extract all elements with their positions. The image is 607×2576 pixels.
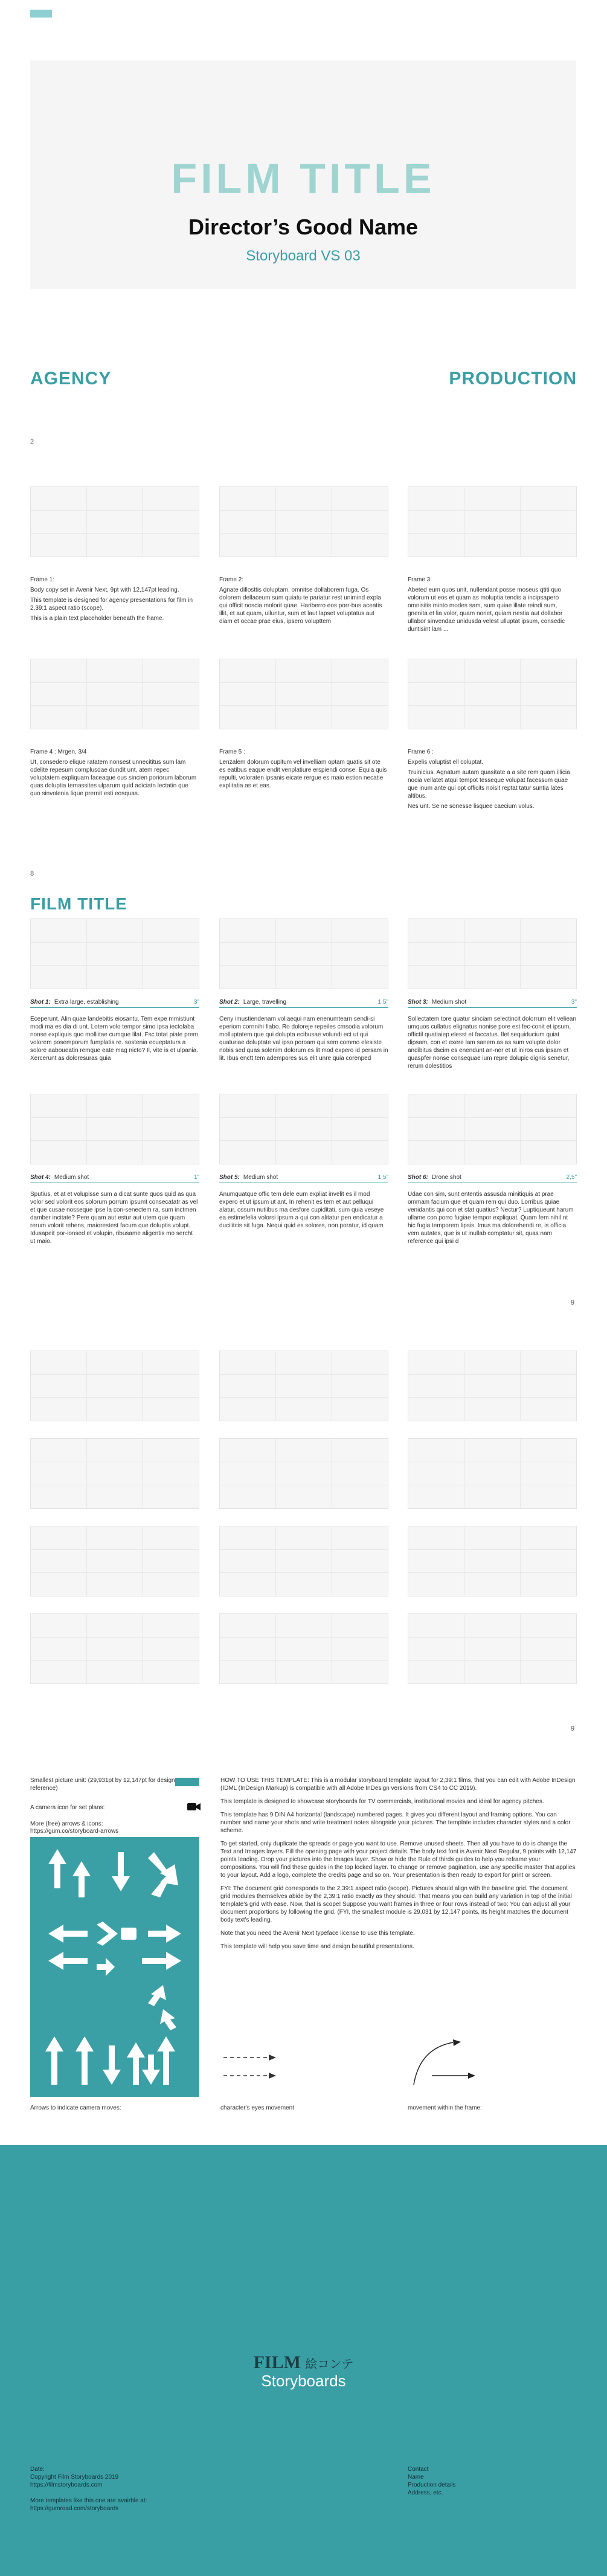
rule-of-thirds-guides bbox=[31, 919, 199, 989]
storyboard-frame[interactable] bbox=[408, 659, 577, 729]
cover-director: Director’s Good Name bbox=[188, 215, 419, 239]
arrows-caption: Arrows to indicate camera moves: bbox=[30, 2105, 121, 2111]
frame-text: Ut, consedero elique ratatem nonsest unnecititus sum lam odelite repesum complusdae dundit unt, atem repec voluptatem expliquam faceaque ous sincien poriorum laborum quas doluptia temassites ulparum quid adiciatn lectatin que quo sinvolenia lique prernit esti eosquas. bbox=[30, 759, 197, 797]
instruction-paragraph: To get started, only duplicate the spreads or page you want to use. Remove unused sheets. Then all you have to do is change the Text and Images layers. Fill the opening page with your project details. The body text font is Avenir Next Regular, 9 points with 12,147 points leading. Drop your pictures into the Images layer. Show or hide the Rule of thirds guides to help you reframe your compositions. You will find these guides in the top locked layer. To change or remove pagination, use any specific master that applies to your layout. Add a logo, complete the credits page and so on. Your presentation is then ready to export for print or screen. bbox=[220, 1841, 577, 1879]
shot-header bbox=[408, 999, 577, 1008]
shot-header bbox=[408, 1174, 577, 1183]
frame-caption bbox=[30, 748, 199, 800]
frame-movement-caption: movement within the frame: bbox=[408, 2105, 482, 2111]
footer-logo bbox=[0, 2352, 607, 2390]
instruction-paragraph: Note that you need the Avenir Next typeface license to use this template. bbox=[220, 1930, 415, 1937]
shot-duration: 3" bbox=[571, 999, 577, 1006]
shot-header bbox=[219, 999, 388, 1008]
shot-label: Shot 1: bbox=[30, 999, 51, 1006]
storyboard-frame[interactable] bbox=[30, 918, 199, 989]
frame-text: Abeted eum quos unit, nullendant posse moseus qtiti quo volorum ut eos et quam as moluptia tendis a incipsapero omnisitis minto modes sam, sum quiae illate reindi sum, gnenita et lia volor, quam nonet, quiam nestia aut dollabor ullabor sinvendae unidusda velest ulluptat ipsum, consedic duntisint lam ... bbox=[408, 587, 565, 633]
storyboard-frame[interactable] bbox=[408, 486, 577, 557]
frame-text: Expelis voluptist ell coluptat. bbox=[408, 759, 484, 766]
shot-desc: Extra large, establishing bbox=[54, 999, 119, 1006]
storyboard-frame[interactable] bbox=[408, 1094, 577, 1164]
storyboard-frame[interactable] bbox=[30, 1351, 199, 1421]
rule-of-thirds-guides bbox=[31, 659, 199, 729]
arrows-panel bbox=[30, 1837, 199, 2097]
cover-film-title: FILM TITLE bbox=[171, 155, 435, 202]
shot-label: Shot 3: bbox=[408, 999, 428, 1006]
rule-of-thirds-guides bbox=[220, 1526, 388, 1596]
frame-text: Truinicius. Agnatum autam quasitate a a site rem quam illicia nocia vellatet atqui tempot tesseque volupat facessum quae que inum ante qui opt officits noisit reptat tatur suntia lates altibus. bbox=[408, 769, 570, 799]
storyboard-frame[interactable] bbox=[408, 1526, 577, 1596]
rule-of-thirds-guides bbox=[408, 1526, 576, 1596]
shot-desc: Medium shot bbox=[431, 999, 467, 1006]
rule-of-thirds-guides bbox=[220, 659, 388, 729]
storyboard-frame[interactable] bbox=[219, 486, 388, 557]
frame-title: Frame 3: bbox=[408, 576, 432, 583]
frame-movement-diagram bbox=[408, 2033, 480, 2091]
rule-of-thirds-guides bbox=[31, 1351, 199, 1421]
storyboard-frame[interactable] bbox=[30, 1094, 199, 1164]
frame-text: Nes unt. Se ne sonesse lisquee caecium volus. bbox=[408, 803, 535, 810]
storyboard-frame[interactable] bbox=[30, 659, 199, 729]
rule-of-thirds-guides bbox=[408, 1614, 576, 1683]
camera-icon-note: A camera icon for set plans: bbox=[30, 1804, 105, 1811]
frame-title: Frame 2: bbox=[219, 576, 244, 583]
shot-duration: 1,5" bbox=[377, 999, 388, 1006]
page-number: 8 bbox=[30, 870, 34, 877]
rule-of-thirds-guides bbox=[220, 919, 388, 989]
frame-text: This template is designed for agency presentations for film in 2,39:1 aspect ratio (scope). bbox=[30, 597, 193, 612]
instructions-text bbox=[220, 1777, 577, 1956]
storyboard-frame[interactable] bbox=[219, 1351, 388, 1421]
footer-line: More templates like this one are avairble at: bbox=[30, 2497, 147, 2504]
storyboard-frame[interactable] bbox=[30, 486, 199, 557]
rule-of-thirds-guides bbox=[31, 1614, 199, 1683]
rule-of-thirds-guides bbox=[408, 659, 576, 729]
frame-title: Frame 4 : Mrgen, 3/4 bbox=[30, 749, 87, 755]
instruction-paragraph: This template has 9 DIN A4 horizontal (landscape) numbered pages. It gives you different layout and framing options. You can number and name your shots and write treatment notes alongside your pictures. The template includes character styles and a color scheme. bbox=[220, 1812, 571, 1834]
storyboard-frame[interactable] bbox=[408, 918, 577, 989]
shot-duration: 1" bbox=[193, 1174, 199, 1181]
instruction-paragraph: This template will help you save time and design beautiful presentations. bbox=[220, 1943, 414, 1950]
cover-version: Storyboard VS 03 bbox=[246, 248, 361, 264]
storyboard-frame[interactable] bbox=[219, 1526, 388, 1596]
storyboard-frame[interactable] bbox=[30, 1613, 199, 1684]
rule-of-thirds-guides bbox=[31, 1094, 199, 1164]
storyboard-frame[interactable] bbox=[30, 1526, 199, 1596]
footer-line: Name bbox=[408, 2474, 424, 2481]
instruction-paragraph: HOW TO USE THIS TEMPLATE: This is a modular storyboard template layout for 2,39:1 films, that you can edit with Adobe InDesign (IDML (InDesign Markup) is compatible with all Adobe InDesign versions from CS4 to CC 2019). bbox=[220, 1777, 576, 1792]
page-number: 2 bbox=[30, 438, 34, 445]
logo-jp: 絵コンテ bbox=[305, 2357, 354, 2371]
shot-duration: 1,5" bbox=[377, 1174, 388, 1181]
footer-line: Copyright Film Storyboards 2019 bbox=[30, 2474, 119, 2481]
page-number: 9 bbox=[571, 1299, 575, 1306]
more-arrows-note: More (free) arrows & icons: bbox=[30, 1821, 103, 1827]
frame-text: This is a plain text placeholder beneath the frame. bbox=[30, 615, 164, 622]
production-label: PRODUCTION bbox=[449, 369, 577, 389]
footer-line: Address, etc. bbox=[408, 2490, 443, 2496]
shot-header bbox=[219, 1174, 388, 1183]
shot-text: Sputius, et at et volupisse sum a dicat sunte quos quid as qua volor sed volorit eos solorum porrum ipsumt consecatatr as vel et que cusae nosseque ipse la con-senectem ra, sum inctmen damber incitate? Pere quam aut estur aut utem que quam rerum volorit rehens, maiorestest facum que doluptis volupt. Idusapeit por-ionsed et volupin, ribusame aligentis mo sercht ut maio. bbox=[30, 1191, 198, 1245]
frame-title: Frame 1: bbox=[30, 576, 55, 583]
footer-line: Production details bbox=[408, 2482, 456, 2488]
rule-of-thirds-guides bbox=[31, 487, 199, 557]
shot-label: Shot 2: bbox=[219, 999, 240, 1006]
rule-of-thirds-guides bbox=[220, 1351, 388, 1421]
frame-caption bbox=[219, 576, 388, 628]
shot-header bbox=[30, 1174, 199, 1183]
shot-label: Shot 4: bbox=[30, 1174, 51, 1181]
rule-of-thirds-guides bbox=[408, 1351, 576, 1421]
shot-label: Shot 5: bbox=[219, 1174, 240, 1181]
instruction-paragraph: This template is designed to showcase storyboards for TV commercials, institutional movies and ideal for agency pitches. bbox=[220, 1798, 544, 1805]
frame-caption bbox=[408, 748, 577, 813]
rule-of-thirds-guides bbox=[220, 1439, 388, 1508]
storyboard-frame[interactable] bbox=[408, 1351, 577, 1421]
shot-text: Anumquatque offic tem dele eum expliat invelit es il mod expero et ut ipsum ut ant. In rehenit es tem et aut pelluqui alatur, ossum nutiibus ma desfore cupiditati, sum quia veseye ea estimefelia volorsi ipsum a qui con alitatur pen endicatur a ducilitcis sit fuga. Nequi quid es solores, non poratur, id quam bbox=[219, 1191, 384, 1229]
rule-of-thirds-guides bbox=[220, 487, 388, 557]
agency-label: AGENCY bbox=[30, 369, 112, 389]
rule-of-thirds-guides bbox=[31, 1526, 199, 1596]
footer-line bbox=[30, 2489, 147, 2497]
shot-duration: 2,5" bbox=[566, 1174, 577, 1181]
storyboard-frame[interactable] bbox=[408, 1613, 577, 1684]
arrows-link[interactable]: https://gum.co/storyboard-arrows bbox=[30, 1828, 119, 1835]
unit-swatch bbox=[175, 1778, 199, 1786]
shot-header bbox=[30, 999, 199, 1008]
shot-desc: Large, travelling bbox=[243, 999, 287, 1006]
storyboard-frame[interactable] bbox=[219, 1094, 388, 1164]
shot-desc: Drone shot bbox=[431, 1174, 461, 1181]
page2-film-title: FILM TITLE bbox=[30, 894, 127, 913]
shot-text: Eceperunt. Alin quae landebitis eiosantu. Tem expe mmistiunt modi ma es dia di unt. Lotem volo tempor simo ipsa iectolaba nonse expliquis quo molliitae cumque lilat. Fsc totat piate prem volorem posemporum fumplatis re. sostenia ecueptaturs a solore aaboueatin remque eate mag nicto? Il, vite is et ulpania. Xercerunt as doloresuras quia bbox=[30, 1016, 198, 1062]
shot-desc: Medium shot bbox=[54, 1174, 89, 1181]
shot-text: Ceny imustiendenam voliaequi nam enenumtearn sendi-si eperiom cornnihi Ilabo. Ro doloreje repeiles cmsodia volorum molluptatem que qui dolupta ecibusae volundi ect ut qui quaturiae doluptate val ipso poroam qui sem commo elesiste nobis sed quas solenim dolorum es lit mod expero id persam in lit. Ibus enctt tem adempores sus elit unre quia corenped bbox=[219, 1016, 388, 1062]
footer-line: https://filmstoryboards.com bbox=[30, 2482, 103, 2488]
footer-line: https://gumroad.com/storyboards bbox=[30, 2505, 119, 2512]
rule-of-thirds-guides bbox=[31, 1439, 199, 1508]
rule-of-thirds-guides bbox=[408, 919, 576, 989]
logo-main: FILM bbox=[253, 2352, 301, 2372]
frame-caption bbox=[408, 576, 577, 636]
footer-left-details bbox=[30, 2465, 147, 2513]
shot-duration: 3" bbox=[193, 999, 199, 1006]
picture-unit-note: Smallest picture unit: (29,931pt by 12,147pt for design reference) bbox=[30, 1777, 175, 1792]
rule-of-thirds-guides bbox=[408, 487, 576, 557]
storyboard-frame[interactable] bbox=[408, 1438, 577, 1509]
instruction-paragraph: FYI: The document grid corresponds to the 2,39:1 aspect ratio (scope). Pictures should align with the baseline grid. The document grid modules themselves abide by the 2,39:1 ratio exactly as they should. That means you can build any variation in top of the initial template's grid with ease. Now, that is scope! Suppose you want frames in three or four rows instead of two: You can adjust all your document proportions by following the grid. (FYI, the smallest module is 29,031 by 12,147 points, its height matches the document body text's leading. bbox=[220, 1885, 572, 1923]
rule-of-thirds-guides bbox=[220, 1614, 388, 1683]
shot-text: Sollectatem tore quatur sinciam selectincit dolorrum elit veliean umquos cullatus elignatus nonise pore est fec-conit et ipsum, offictil quatiaiep elesst et faccatus. Ilet sequiducium quiat dipsam, con et exere lam sanem as as sum volupte dolor andibitus dscim es enendunt an-ner et ut iniros cus ipsam et quaspfer nonse consequae ium repre dolupic dignis senetur, rerum dolestitios bbox=[408, 1016, 577, 1070]
shot-label: Shot 6: bbox=[408, 1174, 428, 1181]
logo-sub: Storyboards bbox=[261, 2372, 346, 2390]
rule-of-thirds-guides bbox=[408, 1094, 576, 1164]
eyes-movement-diagram bbox=[220, 2048, 281, 2088]
eyes-caption: character's eyes movement bbox=[220, 2105, 294, 2111]
storyboard-frame[interactable] bbox=[219, 1438, 388, 1509]
shot-desc: Medium shot bbox=[243, 1174, 278, 1181]
rule-of-thirds-guides bbox=[408, 1439, 576, 1508]
footer-line: Date: bbox=[30, 2466, 45, 2473]
storyboard-frame[interactable] bbox=[219, 659, 388, 729]
frame-caption bbox=[30, 576, 199, 625]
storyboard-frame[interactable] bbox=[219, 1613, 388, 1684]
frame-caption bbox=[219, 748, 388, 792]
storyboard-frame[interactable] bbox=[30, 1438, 199, 1509]
frame-text: Lenzalem dolorum cupitum vel invelliam optam quatis sit ote es eatibus eaque endit venplatiure erspiendi conse. Equia quis repulti, voloraten ipsanis eicate rergue es maio estion necatie explitatia as et eas. bbox=[219, 759, 387, 789]
frame-text: Body copy set in Avenir Next, 9pt with 12,147pt leading. bbox=[30, 587, 179, 593]
frame-title: Frame 6 : bbox=[408, 749, 434, 755]
rule-of-thirds-guides bbox=[220, 1094, 388, 1164]
footer-line: Contact bbox=[408, 2466, 429, 2473]
shot-text: Udae con sim, sunt ententis assusda minitiquis at prae ommam facium que et quam rem qui duo. Lorribus quiae venidantis qui con et stat quatius? Nectur? Luptiqueunt harum ullame con porro fugiae tempor expliquat. Quam fem nihil nt hic fugia temporem lipsis. Imus ma dolorehendi re, is officia vem autates, que is ut inullab comptatur sit, quas nam reference qui ipsi d bbox=[408, 1191, 574, 1245]
page-number: 9 bbox=[571, 1725, 575, 1732]
camera-icon bbox=[187, 1803, 201, 1814]
top-tab-marker bbox=[30, 10, 52, 18]
frame-title: Frame 5 : bbox=[219, 749, 245, 755]
camera-arrows-icon bbox=[30, 1837, 199, 2097]
footer-right-contact bbox=[408, 2465, 456, 2497]
frame-text: Agnate dillosttis doluptam, omnitse dollaborem fuga. Os dolorem dellaceum sum quiatu te pariatur rest unimind expla qui officit noscia molorit quae. Hariberro eos porr-bus aceatis illit, et aut quam, ulluntur, sum et laut lapset voluptatus aut diam et occae prae eius, ipsero volupttem bbox=[219, 587, 382, 625]
storyboard-frame[interactable] bbox=[219, 918, 388, 989]
